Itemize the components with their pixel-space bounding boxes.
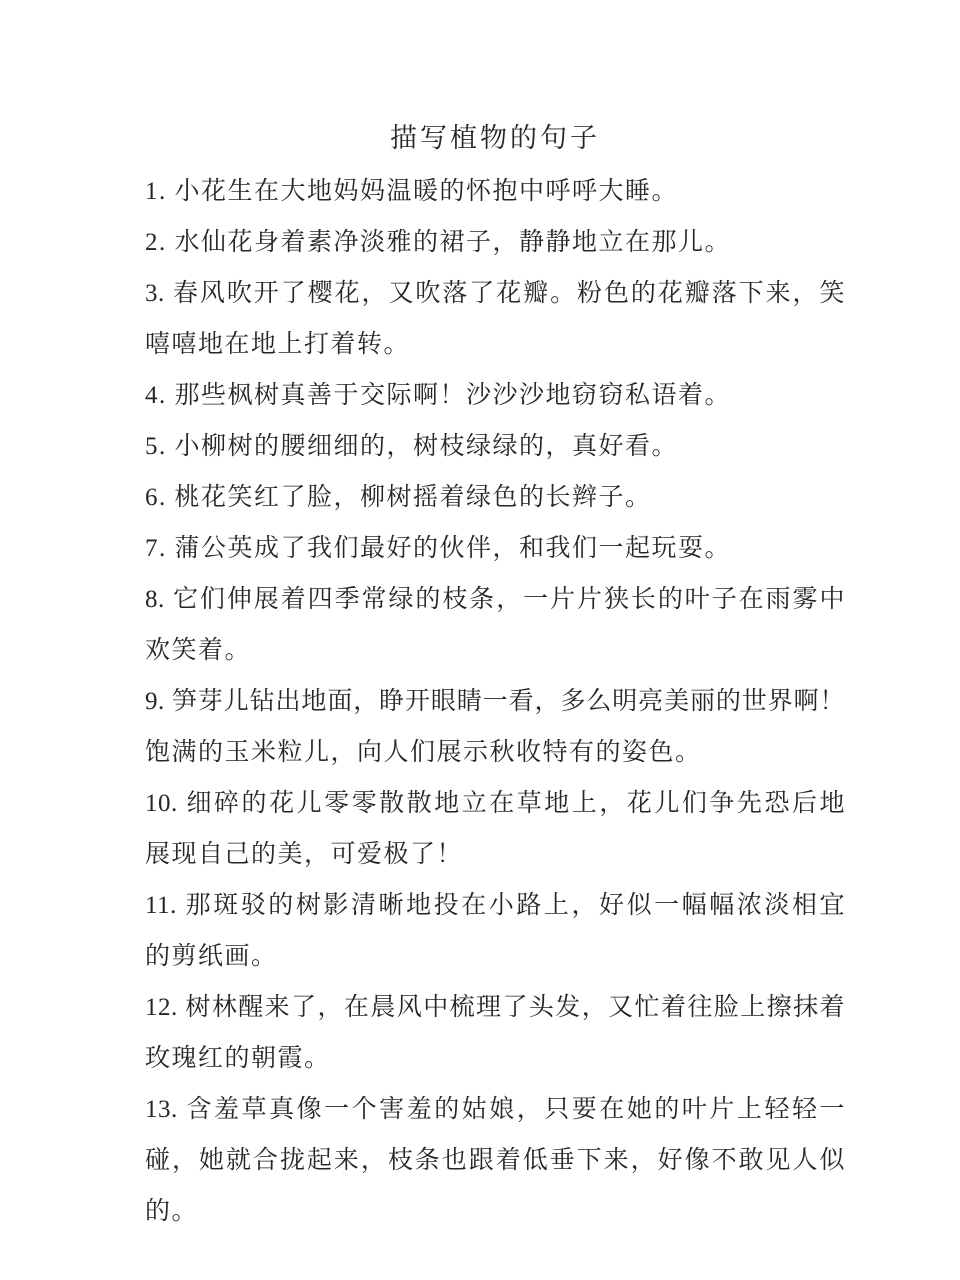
text-line: 欢笑着。 <box>145 637 252 664</box>
sentence-item-3 <box>145 268 845 370</box>
text-line: 饱满的玉米粒儿，向人们展示秋收特有的姿色。 <box>145 739 702 766</box>
text-line: 8. 它们伸展着四季常绿的枝条，一片片狭长的叶子在雨雾中 <box>145 586 845 613</box>
text-line: 碰，她就合拢起来，枝条也跟着低垂下来，好像不敢见人似 <box>145 1147 845 1174</box>
sentence-item-4 <box>145 370 845 421</box>
sentence-item-6 <box>145 472 845 523</box>
sentence-item-1 <box>145 166 845 217</box>
text-line: 11. 那斑驳的树影清晰地投在小路上，好似一幅幅浓淡相宜 <box>145 892 845 919</box>
text-line: 4. 那些枫树真善于交际啊！沙沙沙地窃窃私语着。 <box>145 382 732 409</box>
sentence-item-13 <box>145 1084 845 1237</box>
text-line: 嘻嘻地在地上打着转。 <box>145 331 411 358</box>
page-title: 描写植物的句子 <box>390 123 600 153</box>
sentence-item-8 <box>145 574 845 676</box>
text-line: 10. 细碎的花儿零零散散地立在草地上，花儿们争先恐后地 <box>145 790 845 817</box>
sentence-item-5 <box>145 421 845 472</box>
text-line: 2. 水仙花身着素净淡雅的裙子，静静地立在那儿。 <box>145 229 732 256</box>
text-line: 的。 <box>145 1198 199 1225</box>
text-line: 的剪纸画。 <box>145 943 278 970</box>
sentence-item-11 <box>145 880 845 982</box>
sentence-item-12 <box>145 982 845 1084</box>
sentence-item-2 <box>145 217 845 268</box>
sentence-item-7 <box>145 523 845 574</box>
sentence-item-9 <box>145 676 845 778</box>
text-line: 6. 桃花笑红了脸，柳树摇着绿色的长辫子。 <box>145 484 652 511</box>
text-line: 展现自己的美，可爱极了！ <box>145 841 464 868</box>
text-line: 5. 小柳树的腰细细的，树枝绿绿的，真好看。 <box>145 433 679 460</box>
text-line: 1. 小花生在大地妈妈温暖的怀抱中呼呼大睡。 <box>145 178 679 205</box>
text-line: 12. 树林醒来了，在晨风中梳理了头发，又忙着往脸上擦抹着 <box>145 994 845 1021</box>
text-line: 玫瑰红的朝霞。 <box>145 1045 331 1072</box>
text-line: 13. 含羞草真像一个害羞的姑娘，只要在她的叶片上轻轻一 <box>145 1096 845 1123</box>
text-line: 9. 笋芽儿钻出地面，睁开眼睛一看，多么明亮美丽的世界啊！ <box>145 688 845 715</box>
text-line: 7. 蒲公英成了我们最好的伙伴，和我们一起玩耍。 <box>145 535 732 562</box>
sentence-item-10 <box>145 778 845 880</box>
text-line: 3. 春风吹开了樱花，又吹落了花瓣。粉色的花瓣落下来，笑 <box>145 280 845 307</box>
